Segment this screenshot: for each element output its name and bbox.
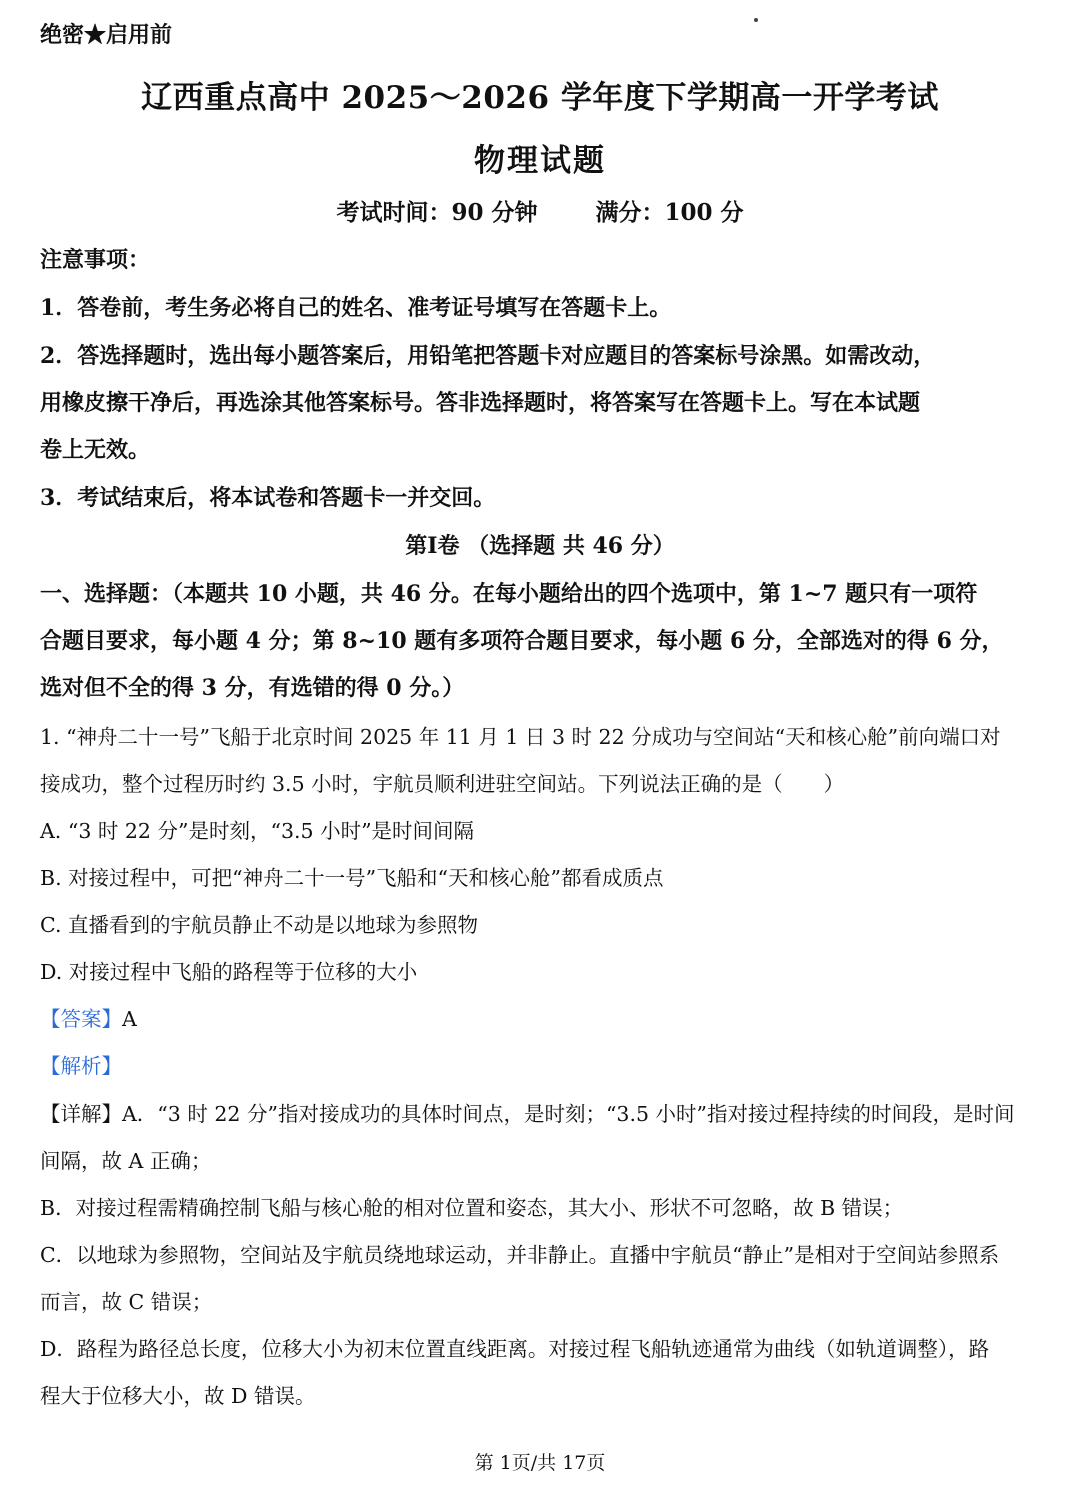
detail-d-line-1: D．路程为路径总长度，位移大小为初末位置直线距离。对接过程飞船轨迹通常为曲线（如轨道调整），路 [40,1337,990,1361]
exam-title: 辽西重点高中 2025～2026 学年度下学期高一开学考试 [141,80,939,116]
answer-value: A [122,1007,137,1031]
page-number: 第 1页/共 17页 [474,1452,606,1474]
notice-item-3: 3．考试结束后，将本试卷和答题卡一并交回。 [40,485,496,511]
scan-dot [754,18,758,22]
question-stem-line-1: 1. “神舟二十一号”飞船于北京时间 2025 年 11 月 1 日 3 时 22 分成功与空间站“天和核心舱”前向端口对 [40,725,1001,749]
section-instructions-line-1: 一、选择题：（本题共 10 小题，共 46 分。在每小题给出的四个选项中，第 1~7 题只有一项符 [40,581,978,607]
notice-heading: 注意事项： [40,247,151,273]
notice-item-2-line-1: 2．答选择题时，选出每小题答案后，用铅笔把答题卡对应题目的答案标号涂黑。如需改动， [40,343,936,369]
detail-line-1: 【详解】A．“3 时 22 分”指对接成功的具体时间点，是时刻；“3.5 小时”指对接过程持续的时间段，是时间 [40,1102,1015,1126]
volume-title: 第Ⅰ卷 （选择题 共 46 分） [405,533,675,559]
detail-c-line-2: 而言，故 C 错误； [40,1290,213,1314]
notice-item-2-line-2: 用橡皮擦干净后，再选涂其他答案标号。答非选择题时，将答案写在答题卡上。写在本试题 [40,390,921,416]
detail-b: B．对接过程需精确控制飞船与核心舱的相对位置和姿态，其大小、形状不可忽略，故 B 错误； [40,1196,904,1220]
option-a: A. “3 时 22 分”是时刻，“3.5 小时”是时间间隔 [40,819,475,843]
section-instructions-line-3: 选对但不全的得 3 分，有选错的得 0 分。） [40,675,465,701]
notice-item-2-line-3: 卷上无效。 [40,437,151,463]
detail-c-line-1: C．以地球为参照物，空间站及宇航员绕地球运动，并非静止。直播中宇航员“静止”是相对于空间站参照系 [40,1243,1000,1267]
question-stem-line-2: 接成功，整个过程历时约 3.5 小时，宇航员顺利进驻空间站。下列说法正确的是（ ） [40,772,845,796]
detail-line-2: 间隔，故 A 正确； [40,1149,212,1173]
detail-d-line-2: 程大于位移大小，故 D 错误。 [40,1384,316,1408]
exam-score: 满分：100 分 [595,199,744,226]
exam-time: 考试时间：90 分钟 [336,199,538,226]
exam-subject: 物理试题 [474,143,606,179]
answer-tag: 【答案】 [40,1007,122,1031]
analysis-tag: 【解析】 [40,1054,122,1078]
exam-meta [0,194,1080,227]
option-c: C. 直播看到的宇航员静止不动是以地球为参照物 [40,913,478,937]
option-b: B. 对接过程中，可把“神舟二十一号”飞船和“天和核心舱”都看成质点 [40,866,664,890]
answer-row [40,1002,1040,1032]
notice-item-1: 1．答卷前，考生务必将自己的姓名、准考证号填写在答题卡上。 [40,295,672,321]
secret-label: 绝密★启用前 [40,22,173,48]
option-d: D. 对接过程中飞船的路程等于位移的大小 [40,960,418,984]
section-instructions-line-2: 合题目要求，每小题 4 分；第 8~10 题有多项符合题目要求，每小题 6 分，全部选对的得 6 分， [40,628,1004,654]
